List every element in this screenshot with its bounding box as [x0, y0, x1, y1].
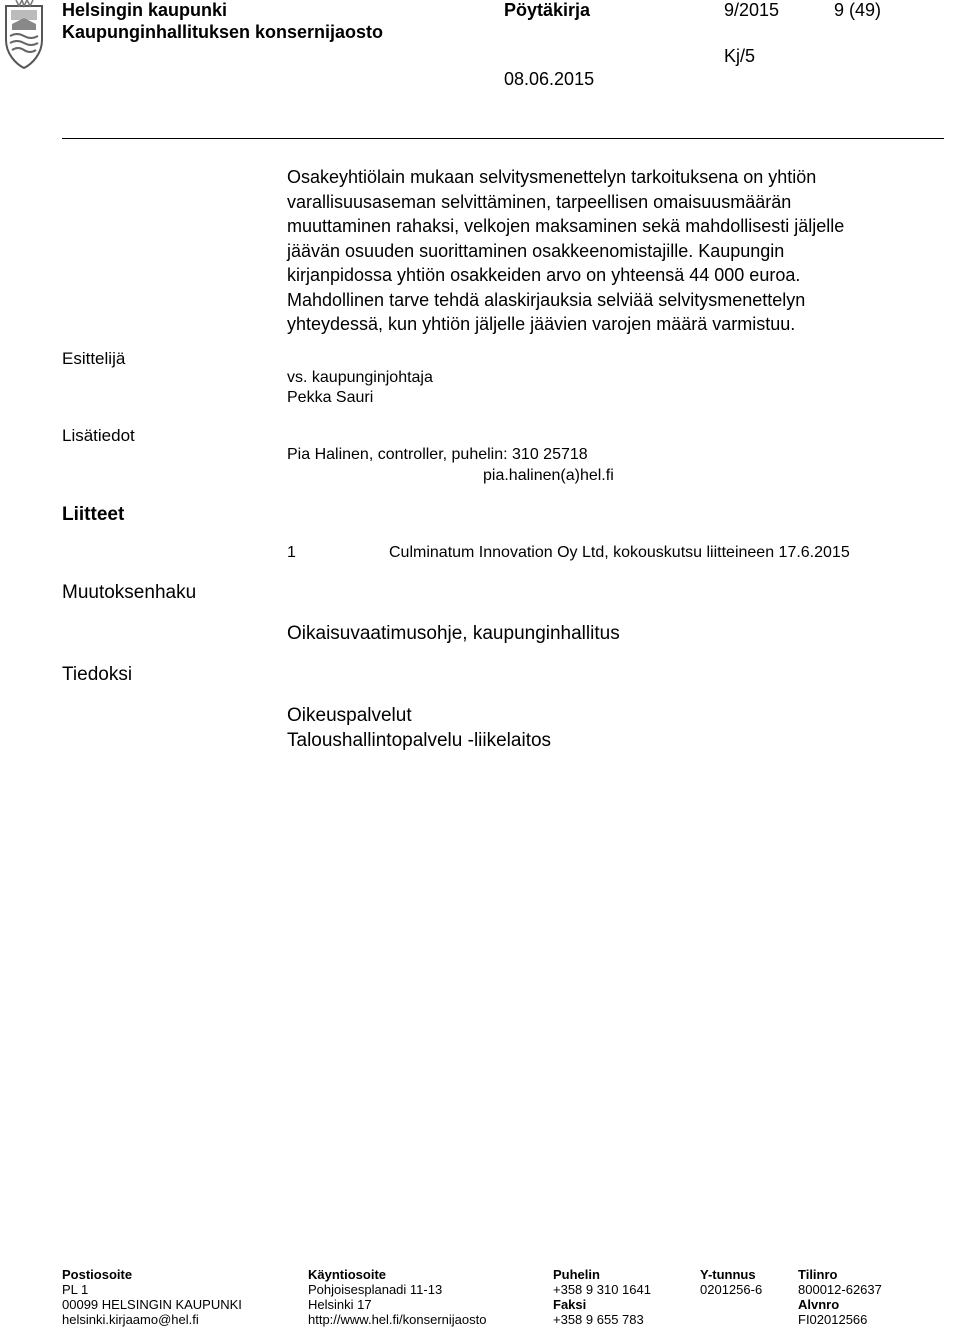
footer-phone: [553, 1267, 651, 1327]
footer-visiting-line: Pohjoisesplanadi 11-13: [308, 1282, 443, 1297]
footer-fax-label: Faksi: [553, 1297, 587, 1312]
footer-postal-label: Postiosoite: [62, 1267, 133, 1282]
document-type: Pöytäkirja: [504, 0, 591, 20]
notify-recipient: Taloushallintopalvelu -liikelaitos: [287, 730, 552, 751]
notify-label: Tiedoksi: [62, 664, 133, 685]
footer-business-id-value: 0201256-6: [700, 1282, 763, 1297]
attachment-number: 1: [287, 544, 296, 561]
section-code: Kj/5: [724, 46, 756, 66]
paragraph-line: muuttaminen rahaksi, velkojen maksaminen sekä mahdollisesti jäljelle: [287, 216, 845, 236]
footer-account: [798, 1267, 882, 1327]
footer-visiting-label: Käyntiosoite: [308, 1267, 387, 1282]
organization-name: Helsingin kaupunki: [62, 0, 228, 20]
presenter-name: Pekka Sauri: [287, 389, 374, 406]
footer-business-id-label: Y-tunnus: [700, 1267, 756, 1282]
page-number: 9 (49): [834, 0, 882, 20]
footer-business-id: [700, 1267, 762, 1297]
appeal-value: Oikaisuvaatimusohje, kaupunginhallitus: [287, 623, 620, 644]
attachment-link[interactable]: Culminatum Innovation Oy Ltd, kokouskutsu liitteineen 17.6.2015: [389, 544, 850, 561]
presenter-title: vs. kaupunginjohtaja: [287, 369, 433, 386]
footer-account-value: 800012-62637: [798, 1282, 882, 1297]
body-paragraph: [287, 165, 927, 337]
footer-visiting-line: Helsinki 17: [308, 1297, 372, 1312]
paragraph-line: varallisuusaseman selvittäminen, tarpeellisen omaisuusmäärän: [287, 191, 792, 212]
paragraph-line: jäävän osuuden suorittaminen osakkeenomistajille. Kaupungin: [287, 240, 785, 261]
footer-web-link[interactable]: http://www.hel.fi/konsernijaosto: [308, 1312, 487, 1327]
footer-phone-label: Puhelin: [553, 1267, 600, 1282]
paragraph-line: Mahdollinen tarve tehdä alaskirjauksia selviää selvitysmenettelyn: [287, 289, 806, 310]
footer-email-link[interactable]: helsinki.kirjaamo@hel.fi: [62, 1312, 199, 1327]
footer-phone-value: +358 9 310 1641: [553, 1282, 651, 1297]
footer-visiting: [308, 1267, 486, 1327]
info-label: Lisätiedot: [62, 426, 135, 445]
attachments-label: Liitteet: [62, 504, 125, 525]
minutes-number: 9/2015: [724, 0, 780, 20]
footer-vat-value: FI02012566: [798, 1312, 868, 1327]
header-divider: [62, 138, 944, 139]
helsinki-coat-of-arms-icon: [2, 0, 46, 72]
info-email: pia.halinen(a)hel.fi: [483, 467, 614, 484]
footer-postal-line: 00099 HELSINGIN KAUPUNKI: [62, 1297, 242, 1312]
appeal-label: Muutoksenhaku: [62, 582, 197, 603]
footer-account-label: Tilinro: [798, 1267, 838, 1282]
meeting-date: 08.06.2015: [504, 69, 595, 89]
paragraph-line: yhteydessä, kun yhtiön jäljelle jäävien varojen määrä varmistuu.: [287, 314, 796, 334]
footer-postal-line: PL 1: [62, 1282, 89, 1297]
footer-vat-label: Alvnro: [798, 1297, 840, 1312]
presenter-label: Esittelijä: [62, 349, 126, 368]
footer-postal: [62, 1267, 242, 1327]
body-name: Kaupunginhallituksen konsernijaosto: [62, 22, 384, 42]
paragraph-line: Osakeyhtiölain mukaan selvitysmenettelyn tarkoituksena on yhtiön: [287, 167, 817, 187]
footer-fax-value: +358 9 655 783: [553, 1312, 644, 1327]
info-contact: Pia Halinen, controller, puhelin: 310 25718: [287, 446, 588, 463]
notify-recipient: Oikeuspalvelut: [287, 705, 412, 726]
paragraph-line: kirjanpidossa yhtiön osakkeiden arvo on yhteensä 44 000 euroa.: [287, 265, 801, 285]
